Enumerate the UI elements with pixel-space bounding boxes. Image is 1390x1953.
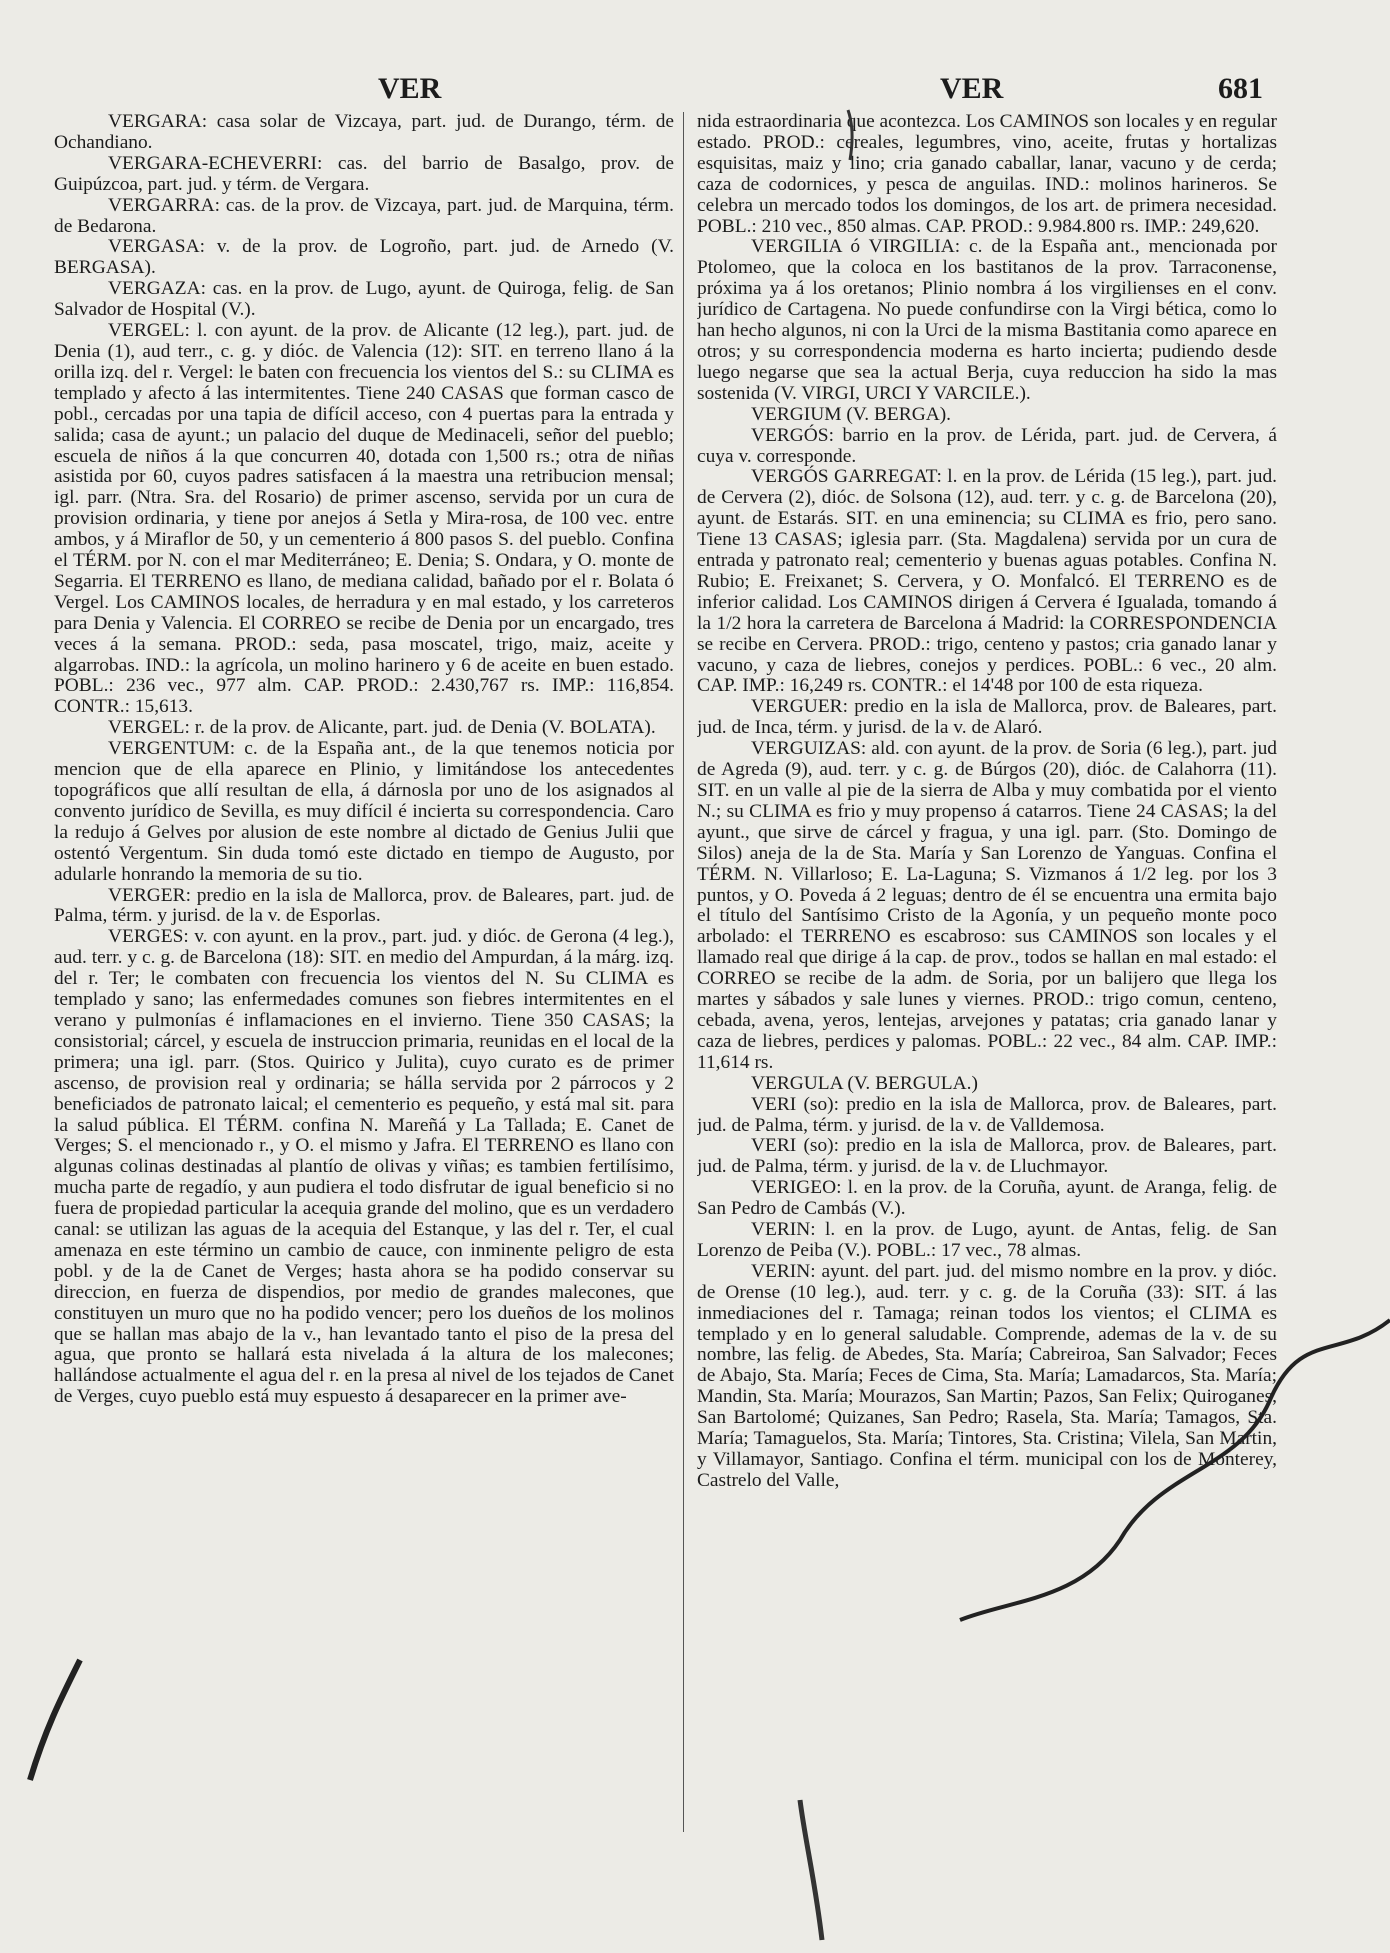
entry-veri-lluchmayor: VERI (so): predio en la isla de Mallorca, prov. de Baleares, part. jud. de Palma, térm. y jurisd. de la v. de Lluchmayor.	[697, 1135, 1277, 1178]
header-left-guide-word: VER	[378, 72, 442, 105]
entry-verger: VERGER: predio en la isla de Mallorca, prov. de Baleares, part. jud. de Palma, térm. y jurisd. de la v. de Esporlas.	[54, 884, 674, 927]
entry-vergula: VERGULA (V. BERGULA.)	[751, 1072, 978, 1094]
entry-vergium: VERGIUM (V. BERGA).	[751, 403, 952, 425]
entry-vergara: VERGARA: casa solar de Vizcaya, part. jud. de Durango, térm. de Ochandiano.	[54, 112, 674, 153]
entry-vergel-lugar: VERGEL: l. con ayunt. de la prov. de Alicante (12 leg.), part. jud. de Denia (1), aud terr., c. g. y dióc. de Valencia (12): SIT. en terreno llano á la orilla izq. del r. Vergel: le baten con frecuencia los vientos del S.: su CLIMA es templado y afecto á las intermitentes. Tiene 240 CASAS que forman casco de pobl., cercadas por una tapia de difícil acceso, con 4 puertas para la entrada y salida; casa de ayunt.; un palacio del duque de Medinaceli, señor del pueblo; escuela de niños á la que concurren 40, dotada con 1,500 rs.; otra de niñas asistida por 60, cuyos padres satisfacen á la maestra una retribucion mensal; igl. parr. (Ntra. Sra. del Rosario) de primer ascenso, servida por un cura de provision ordinaria, y tiene por anejos á Setla y Mira-rosa, de 100 vec. entre ambos, y á Miraflor de 50, y un cementerio á 800 pasos S. del pueblo. Confina el TÉRM. por N. con el mar Mediterráneo; E. Denia; S. Ondara, y O. monte de Segarria. El TERRENO es llano, de mediana calidad, bañado por el r. Bolata ó Vergel. Los CAMINOS locales, de herradura y en mal estado, y los carreteros para Denia y Valencia. El CORREO se recibe de Denia por un encargado, tres veces á la semana. PROD.: seda, pasa moscatel, trigo, maiz, aceite y algarrobas. IND.: la agrícola, un molino harinero y 6 de aceite en buen estado. POBL.: 236 vec., 977 alm. CAP. PROD.: 2.430,767 rs. IMP.: 116,854. CONTR.: 15,613.	[54, 320, 674, 718]
entry-verigeo: VERIGEO: l. en la prov. de la Coruña, ayunt. de Aranga, felig. de San Pedro de Cambás (V.).	[697, 1177, 1277, 1220]
entry-veri-valldemosa: VERI (so): predio en la isla de Mallorca, prov. de Baleares, part. jud. de Palma, térm. y jurisd. de la v. de Valldemosa.	[697, 1093, 1277, 1136]
header-right-guide-word: VER	[940, 72, 1004, 105]
running-header	[0, 64, 1390, 114]
entry-verges: VERGES: v. con ayunt. en la prov., part. jud. y dióc. de Gerona (4 leg.), aud. terr. y c. g. de Barcelona (18): SIT. en medio del Ampurdan, á la márg. izq. del r. Ter; le combaten con frecuencia los vientos del N. Su CLIMA es templado y sano; las enfermedades comunes son fiebres intermitentes en el verano y pulmonías é inflamaciones en el invierno. Tiene 350 CASAS; la consistorial; cárcel, y escuela de instruccion primaria, reunidas en el local de la primera; una igl. parr. (Stos. Quirico y Julita), cuyo curato es de primer ascenso, de provision real y ordinaria; se hálla servida por 2 párrocos y 2 beneficiados de patronato laical; el cementerio es pequeño, y está mal sit. para la salud pública. El TÉRM. confina N. Mareñá y La Tallada; E. Canet de Verges; S. el mencionado r., y O. el mismo y Jafra. El TERRENO es llano con algunas colinas destinadas al plantío de olivas y viñas; es tambien fertilísimo, mucha parte de regadío, y aun pudiera el todo disfrutar de igual beneficio si no fuera de propiedad particular la acequia grande del molino, que es un verdadero canal: se utilizan las aguas de la acequia del Estanque, y las del r. Ter, el cual amenaza en este término un cambio de cauce, con inminente peligro de esta pobl. y de la de Canet de Verges; hasta ahora se ha podido conservar su direccion, en fuerza de dispendios, por medio de grandes malecones, que constituyen un muro que no ha podido vencer; pero los dueños de los molinos que se hallan mas abajo de la v., han levantado tanto el piso de la presa del agua, que pronto se hallará esta nivelada á la altura de los malecones; hallándose actualmente el agua del r. en la presa al nivel de los tejados de Canet de Verges, cuyo pueblo está muy espuesto á desaparecer en la primer ave-	[54, 926, 674, 1408]
left-column	[54, 112, 674, 1927]
entry-vergos-garregat: VERGÓS GARREGAT: l. en la prov. de Lérida (15 leg.), part. jud. de Cervera (2), dióc. de Solsona (12), aud. terr. y c. g. de Barcelona (20), ayunt. de Estarás. SIT. en una eminencia; su CLIMA es frio, pero sano. Tiene 13 CASAS; iglesia parr. (Sta. Magdalena) servida por un cura de entrada y patronato real; cementerio y buenas aguas potables. Confina N. Rubio; E. Freixanet; S. Cervera, y O. Monfalcó. El TERRENO es de inferior calidad. Los CAMINOS dirigen á Cervera é Igualada, tomando á la 1/2 hora la carretera de Barcelona á Madrid: la CORRESPONDENCIA se recibe en Cervera. PROD.: trigo, centeno y pastos; cria ganado lanar y vacuno, y caza de liebres, conejos y perdices. POBL.: 6 vec., 20 alm. CAP. IMP.: 16,249 rs. CONTR.: el 14'48 por 100 de esta riqueza.	[697, 466, 1277, 697]
entry-verguizas: VERGUIZAS: ald. con ayunt. de la prov. de Soria (6 leg.), part. jud de Agreda (9), aud. terr. y c. g. de Búrgos (20), dióc. de Calahorra (11). SIT. en un valle al pie de la sierra de Alba y muy combatida por el viento N.; su CLIMA es frio y muy propenso á catarros. Tiene 24 CASAS; la del ayunt., que sirve de cárcel y fragua, y una igl. parr. (Sto. Domingo de Silos) aneja de la de Sta. María y San Lorenzo de Yanguas. Confina el TÉRM. N. Villarloso; E. La-Laguna; S. Vizmanos á 1/2 leg. por los 3 puntos, y O. Poveda á 2 leguas; dentro de él se encuentra una ermita bajo el título del Santísimo Cristo de la Agonía, y un pequeño monte poco arbolado: el TERRENO es escabroso: sus CAMINOS son locales y el llamado real que dirige á la cap. de prov., todos se hallan en mal estado: el CORREO se recibe de la adm. de Soria, por un balijero que llega los martes y sábados y sale lunes y viernes. PROD.: trigo comun, centeno, cebada, avena, yeros, lentejas, arvejones y patatas; cria ganado lanar y caza de liebres, perdices y palomas. POBL.: 22 vec., 84 alm. CAP. IMP.: 11,614 rs.	[697, 738, 1277, 1073]
entry-vergara-echeverri: VERGARA-ECHEVERRI: cas. del barrio de Basalgo, prov. de Guipúzcoa, part. jud. y térm. de Vergara.	[54, 152, 674, 195]
entry-vergos: VERGÓS: barrio en la prov. de Lérida, part. jud. de Cervera, á cuya v. corresponde.	[697, 424, 1277, 467]
right-column	[697, 112, 1277, 1927]
entry-verin-lugar: VERIN: l. en la prov. de Lugo, ayunt. de Antas, felig. de San Lorenzo de Peiba (V.). POBL.: 17 vec., 78 almas.	[697, 1219, 1277, 1261]
entry-verges-continued: nida estraordinaria que acontezca. Los CAMINOS son locales y en regular estado. PROD.: cereales, legumbres, vino, aceite, frutas y hortalizas esquisitas, maiz y lino; cria ganado caballar, lanar, vacuno y de cerda; caza de codornices, y pesca de anguilas. IND.: molinos harineros. Se celebra un mercado todos los domingos, de los art. de primera necesidad. POBL.: 210 vec., 850 almas. CAP. PROD.: 9.984.800 rs. IMP.: 249,620.	[697, 112, 1277, 237]
entry-vergel-rio: VERGEL: r. de la prov. de Alicante, part. jud. de Denia (V. BOLATA).	[108, 717, 656, 739]
entry-vergilia: VERGILIA ó VIRGILIA: c. de la España ant., mencionada por Ptolomeo, que la coloca en los bastitanos de la prov. Tarraconense, próxima ya á los oretanos; Plinio nombra á los virgilienses en el conv. jurídico de Cartagena. No puede confundirse con la Virgi bética, como lo han hecho algunos, ni con la Urci de la misma Bastitania como aparece en otros; y su correspondencia moderna es harto incierta; pudiendo desde luego negarse que sea la actual Berja, cuya reduccion ha sido la mas sostenida (V. VIRGI, URCI Y VARCILE.).	[697, 236, 1277, 404]
column-divider	[683, 112, 684, 1832]
page-number: 681	[1218, 72, 1263, 105]
entry-verguer: VERGUER: predio en la isla de Mallorca, prov. de Baleares, part. jud. de Inca, térm. y jurisd. de la v. de Alaró.	[697, 696, 1277, 739]
entry-vergarra: VERGARRA: cas. de la prov. de Vizcaya, part. jud. de Marquina, térm. de Bedarona.	[54, 194, 674, 237]
entry-vergaza: VERGAZA: cas. en la prov. de Lugo, ayunt. de Quiroga, felig. de San Salvador de Hospital (V.).	[54, 278, 674, 321]
entry-vergentum: VERGENTUM: c. de la España ant., de la que tenemos noticia por mencion que de ella aparece en Plinio, y limitándose los antecedentes topográficos que allí resultan de ella, á dárnosla por uno de los asignados al convento jurídico de Sevilla, es muy difícil é incierta su correspondencia. Caro la redujo á Gelves por alusion de este nombre al dictado de Genius Julii que ostentó Vergentum. Sin duda tomó este dictado en tiempo de Augusto, por adularle honrando la memoria de su tio.	[54, 738, 674, 885]
entry-vergasa: VERGASA: v. de la prov. de Logroño, part. jud. de Arnedo (V. BERGASA).	[54, 236, 674, 279]
entry-verin-ayuntamiento: VERIN: ayunt. del part. jud. del mismo nombre en la prov. y dióc. de Orense (10 leg.), aud. terr. y c. g. de la Coruña (33): SIT. á las inmediaciones del r. Tamaga; reinan todos los vientos; el CLIMA es templado y en lo general saludable. Comprende, ademas de la v. de su nombre, las felig. de Abedes, Sta. María; Cabreiroa, San Salvador; Feces de Abajo, Sta. María; Feces de Cima, Sta. María; Lamadarcos, Sta. María; Mandin, Sta. María; Mourazos, San Martin; Pazos, San Felix; Quiroganes, San Bartolomé; Quizanes, San Pedro; Rasela, Sta. María; Tamagos, Sta. María; Tamaguelos, Sta. María; Tintores, Sta. Cristina; Vilela, San Martin, y Villamayor, Santiago. Confina el térm. municipal con los de Monterey, Castrelo del Valle,	[697, 1260, 1277, 1491]
